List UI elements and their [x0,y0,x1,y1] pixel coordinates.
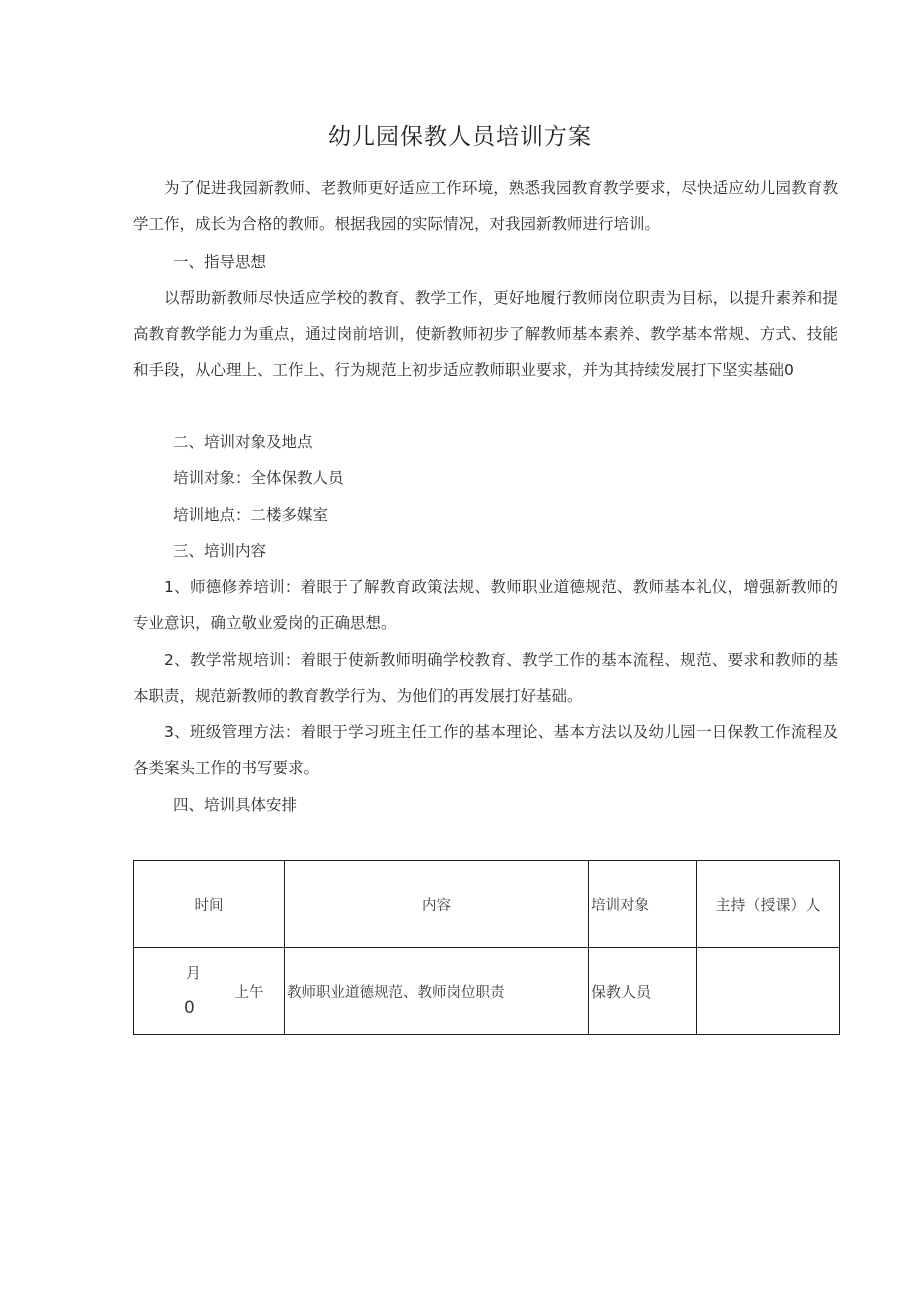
training-target: 培训对象：全体保教人员 [173,469,344,487]
audience-cell: 保教人员 [589,948,697,1035]
table-header-row [134,861,840,948]
date-cell [134,948,221,1035]
section1-body: 以帮助新教师尽快适应学校的教育、教学工作，更好地履行教师岗位职责为目标，以提升素养和提高教育教学能力为重点，通过岗前培训，使新教师初步了解教师基本素养、教学基本常规、方式、技能和手段，从心理上、工作上、行为规范上初步适应教师职业要求，并为其持续发展打下坚实基础0 [133,289,838,379]
intro-paragraph: 为了促进我园新教师、老教师更好适应工作环境，熟悉我园教育教学要求，尽快适应幼儿园教育教学工作，成长为合格的教师。根据我园的实际情况，对我园新教师进行培训。 [133,179,838,233]
content-item-2: 2、教学常规培训：着眼于使新教师明确学校教育、教学工作的基本流程、规范、要求和教师的基本职责，规范新教师的教育教学行为、为他们的再发展打好基础。 [133,651,838,705]
content-item-1: 1、师德修养培训：着眼于了解教育政策法规、教师职业道德规范、教师基本礼仪，增强新教师的专业意识，确立敬业爱岗的正确思想。 [133,578,838,632]
section2-heading: 二、培训对象及地点 [173,433,313,451]
day-value: 0 [184,998,195,1018]
month-label: 月 [186,964,202,982]
section1-heading: 一、指导思想 [173,253,267,271]
table-row [134,948,840,1035]
host-cell [697,948,840,1035]
document-title: 幼儿园保教人员培训方案 [328,124,592,150]
content-item-3: 3、班级管理方法：着眼于学习班主任工作的基本理论、基本方法以及幼儿园一日保教工作流程及各类案头工作的书写要求。 [133,723,838,777]
content-cell: 教师职业道德规范、教师岗位职责 [285,948,589,1035]
header-audience: 培训对象 [589,861,697,948]
header-host: 主持（授课）人 [697,861,840,948]
header-time: 时间 [134,861,285,948]
training-location: 培训地点：二楼多媒室 [173,506,329,524]
section3-heading: 三、培训内容 [173,542,267,560]
section4-heading: 四、培训具体安排 [173,796,298,814]
period-cell: 上午 [221,948,285,1035]
header-content: 内容 [285,861,589,948]
schedule-table [133,860,840,1035]
